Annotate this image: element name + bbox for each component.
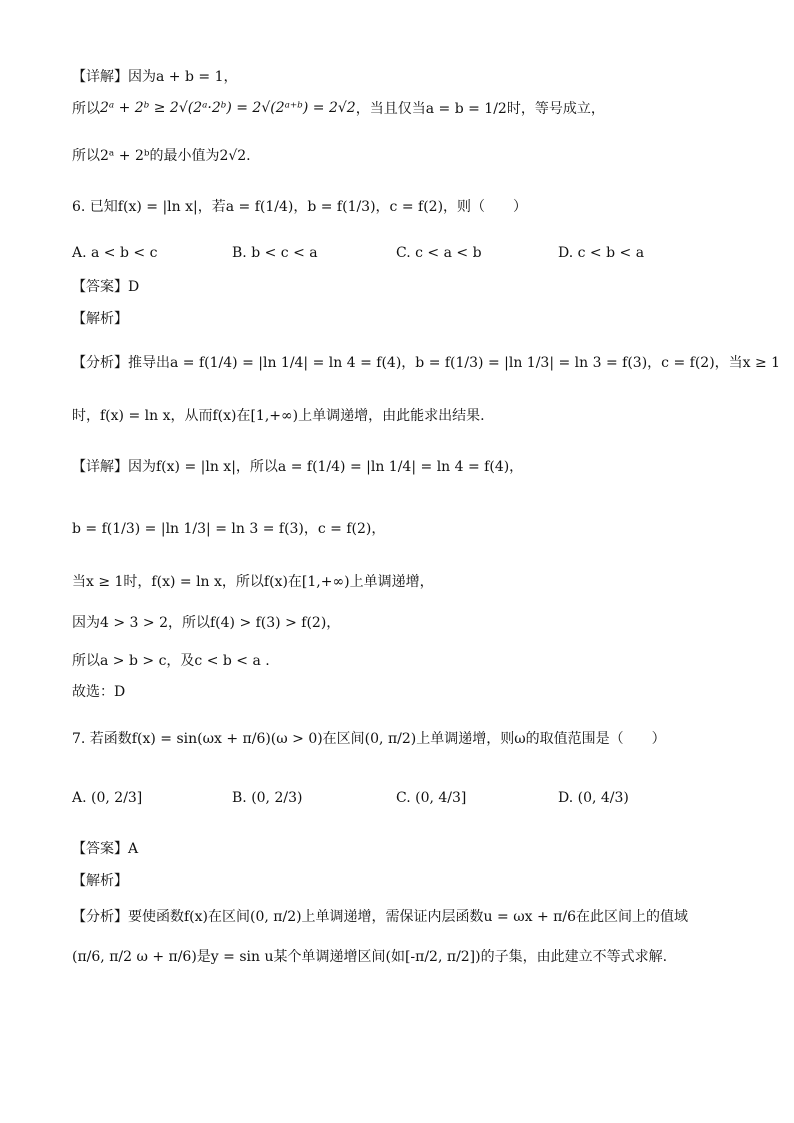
q6-conclusion: [72, 681, 125, 701]
q6-fenxi-line-1: [72, 352, 780, 372]
q6-fenxi-text-2: 时，f(x) = ln x，从而f(x)在[1,+∞)上单调递增，由此能求出结果.: [72, 408, 485, 424]
q7-choice-c-text: C. (0, 4/3]: [396, 790, 467, 806]
q7-choice-c: [396, 790, 466, 806]
q6-choice-a-text: A. a < b < c: [72, 245, 158, 261]
q6-fenxi-text-1: 【分析】推导出a = f(1/4) = |ln 1/4| = ln 4 = f(4)，b = f(1/3) = |ln 1/3| = ln 3 = f(3)，c = f(2)，当x ≥ 1: [72, 355, 781, 371]
q6-answer-text: 【答案】D: [72, 279, 140, 295]
q7-choice-d: [558, 790, 629, 806]
q6-choice-c-text: C. c < a < b: [396, 245, 482, 261]
q7-analysis-label-text: 【解析】: [72, 873, 128, 889]
q7-fenxi-text-1: 【分析】要使函数f(x)在区间(0, π/2)上单调递增，需保证内层函数u = ωx + π/6在此区间上的值域: [72, 909, 688, 925]
q6-fenxi-line-2: [72, 405, 485, 425]
q6-answer: [72, 276, 139, 296]
q7-choice-d-text: D. (0, 4/3): [558, 790, 629, 806]
q6-choice-b: [232, 245, 318, 261]
q6-choice-a: [72, 245, 157, 261]
q6-analysis-label-text: 【解析】: [72, 311, 128, 327]
q6-choice-d: [558, 245, 644, 261]
q6-detail-text-2: b = f(1/3) = |ln 1/3| = ln 3 = f(3)，c = f(2)，: [72, 521, 386, 537]
q7-stem: [72, 728, 666, 748]
q5-detail-line-1: [72, 66, 237, 86]
q5-detail-text-1: 【详解】因为a + b = 1，: [72, 69, 238, 85]
q6-choice-b-text: B. b < c < a: [232, 245, 318, 261]
q7-fenxi-text-2: (π/6, π/2 ω + π/6)是y = sin u某个单调递增区间(如[-π/2, π/2])的子集，由此建立不等式求解.: [72, 949, 668, 965]
q6-choice-c: [396, 245, 482, 261]
q6-conclusion-text: 故选：D: [72, 684, 126, 700]
q6-detail-line-2: [72, 518, 385, 538]
q7-choice-a: [72, 790, 142, 806]
q6-detail-text-3: 当x ≥ 1时，f(x) = ln x，所以f(x)在[1,+∞)上单调递增，: [72, 574, 434, 590]
q5-detail-text-2a: 所以: [72, 101, 100, 117]
q7-choice-a-text: A. (0, 2/3]: [72, 790, 143, 806]
q6-detail-line-1: [72, 456, 523, 476]
q6-choice-d-text: D. c < b < a: [558, 245, 645, 261]
q6-detail-text-5: 所以a > b > c，及c < b < a .: [72, 653, 270, 669]
q7-stem-text: 7. 若函数f(x) = sin(ωx + π/6)(ω > 0)在区间(0, π/2)上单调递增，则ω的取值范围是（ ）: [72, 731, 666, 747]
q5-detail-expr: 2ᵃ + 2ᵇ ≥ 2√(2ᵃ·2ᵇ) = 2√(2ᵃ⁺ᵇ) = 2√2: [100, 100, 356, 116]
q5-detail-line-3: [72, 145, 251, 165]
q7-answer: [72, 838, 138, 858]
q6-detail-text-4: 因为4 > 3 > 2，所以f(4) > f(3) > f(2)，: [72, 615, 341, 631]
q7-fenxi-line-2: [72, 946, 667, 966]
q7-choice-b-text: B. (0, 2/3): [232, 790, 303, 806]
q5-detail-line-2: [72, 98, 605, 118]
q7-answer-text: 【答案】A: [72, 841, 139, 857]
q6-detail-line-3: [72, 571, 434, 591]
q6-detail-text-1: 【详解】因为f(x) = |ln x|，所以a = f(1/4) = |ln 1/4| = ln 4 = f(4)，: [72, 459, 524, 475]
q5-detail-text-3: 所以2ᵃ + 2ᵇ的最小值为2√2.: [72, 148, 251, 164]
q6-analysis-label: [72, 308, 128, 328]
q7-fenxi-line-1: [72, 906, 688, 926]
q5-detail-text-2b: ，当且仅当a = b = 1/2时，等号成立，: [355, 101, 605, 117]
q7-analysis-label: [72, 870, 128, 890]
q7-choice-b: [232, 790, 302, 806]
q6-detail-line-4: [72, 612, 340, 632]
q6-stem: [72, 196, 527, 216]
q6-stem-text: 6. 已知f(x) = |ln x|，若a = f(1/4)，b = f(1/3)，c = f(2)，则（ ）: [72, 199, 528, 215]
q6-detail-line-5: [72, 650, 270, 670]
